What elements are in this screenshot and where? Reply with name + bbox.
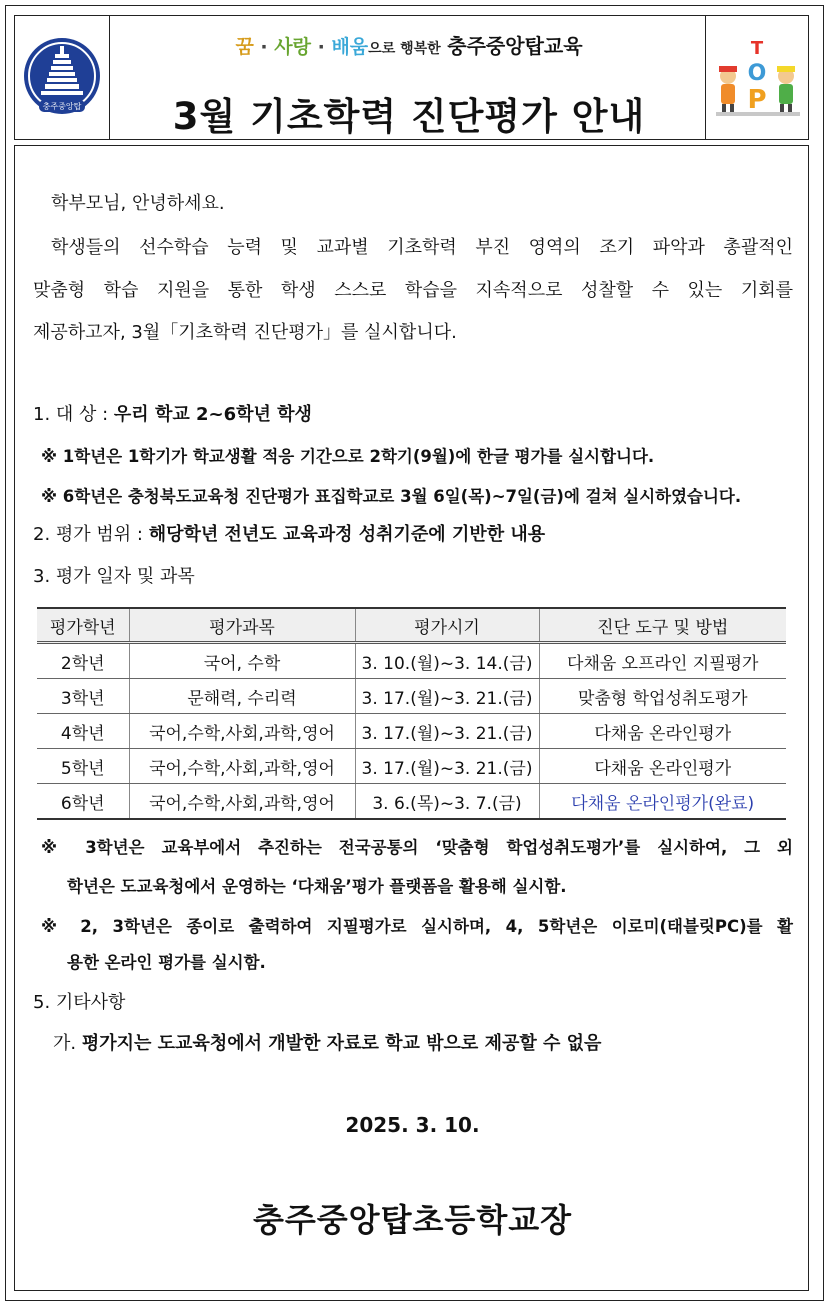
item-schedule-heading: 3. 평가 일자 및 과목 <box>33 566 195 587</box>
table-cell: 문해력, 수리력 <box>129 679 355 714</box>
item-other-a-label: 가. <box>53 1033 82 1054</box>
table-cell: 5학년 <box>37 749 129 784</box>
intro-line-2: 맞춤형 학습 지원을 통한 학생 스스로 학습을 지속적으로 성찰할 수 있는 기회를 <box>33 280 793 301</box>
page-title: 3월 기초학력 진단평가 안내 <box>172 95 646 138</box>
intro-line-1: 학생들의 선수학습 능력 및 교과별 기초학력 부진 영역의 조기 파악과 총괄적인 <box>51 237 793 258</box>
note-grade3-line-2: 학년은 도교육청에서 운영하는 ‘다채움’평가 플랫폼을 활용해 실시함. <box>67 877 567 896</box>
column-header: 진단 도구 및 방법 <box>539 608 786 643</box>
notice-body <box>14 145 809 1291</box>
note-paper-online-line-1: ※ 2, 3학년은 종이로 출력하여 지필평가로 실시하며, 4, 5학년은 이로미(태블릿PC)를 활 <box>41 917 793 936</box>
note-grade3-line-1: ※ 3학년은 교육부에서 추진하는 전국공통의 ‘맞춤형 학업성취도평가’를 실시하여, 그 외 <box>41 838 793 857</box>
school-logo-cell <box>15 16 110 139</box>
mascot-cell <box>705 16 808 139</box>
table-cell: 2학년 <box>37 643 129 679</box>
mascot-letter-o: O <box>747 61 767 86</box>
table-cell: 다채움 온라인평가 <box>539 749 786 784</box>
mascot-letter-t: T <box>750 38 764 59</box>
table-cell: 4학년 <box>37 714 129 749</box>
item-other-a <box>53 1029 601 1055</box>
slogan-learn: 배움 <box>331 36 369 58</box>
header <box>14 15 809 140</box>
item-scope-label: 2. 평가 범위 : <box>33 524 149 545</box>
table-cell: 국어,수학,사회,과학,영어 <box>129 749 355 784</box>
greeting: 학부모님, 안녕하세요. <box>51 193 225 214</box>
item-other-a-value: 평가지는 도교육청에서 개발한 자료로 학교 밖으로 제공할 수 없음 <box>81 1033 602 1054</box>
slogan-love: 사랑 <box>274 36 311 58</box>
principal-signature: 충주중앙탑초등학교장 <box>252 1201 573 1239</box>
table-header-row <box>37 608 786 643</box>
item-scope <box>33 520 545 546</box>
table-cell: 3학년 <box>37 679 129 714</box>
table-row <box>37 714 786 749</box>
slogan-mid: 으로 행복한 <box>368 41 441 57</box>
table-cell: 국어,수학,사회,과학,영어 <box>129 784 355 820</box>
table-cell: 6학년 <box>37 784 129 820</box>
table-row <box>37 749 786 784</box>
slogan <box>110 30 708 59</box>
intro-line-3: 제공하고자, 3월「기초학력 진단평가」를 실시합니다. <box>33 322 457 343</box>
column-header: 평가학년 <box>37 608 129 643</box>
column-header: 평가과목 <box>129 608 355 643</box>
item-target-value: 우리 학교 2~6학년 학생 <box>113 404 312 425</box>
table-cell: 다채움 오프라인 지필평가 <box>539 643 786 679</box>
table-row <box>37 643 786 679</box>
table-cell: 3. 10.(월)~3. 14.(금) <box>355 643 539 679</box>
top-mascot-icon <box>706 16 808 139</box>
note-grade6: ※ 6학년은 충청북도교육청 진단평가 표집학교로 3월 6일(목)~7일(금)에 걸쳐 실시하였습니다. <box>41 487 742 506</box>
table-row <box>37 784 786 820</box>
table-cell: 3. 17.(월)~3. 21.(금) <box>355 749 539 784</box>
mascot-letter-p: P <box>747 85 767 115</box>
item-other-heading: 5. 기타사항 <box>33 992 126 1013</box>
slogan-separator: · <box>317 36 325 58</box>
slogan-dream: 꿈 <box>235 36 254 58</box>
table-row <box>37 679 786 714</box>
note-grade1: ※ 1학년은 1학기가 학교생활 적응 기간으로 2학기(9월)에 한글 평가를 실시합니다. <box>41 447 655 466</box>
item-target <box>33 400 312 426</box>
slogan-brand: 충주중앙탑교육 <box>447 34 583 58</box>
table-cell: 국어,수학,사회,과학,영어 <box>129 714 355 749</box>
item-target-label: 1. 대 상 : <box>33 404 114 425</box>
note-paper-online-line-2: 용한 온라인 평가를 실시함. <box>67 953 266 972</box>
notice-date: 2025. 3. 10. <box>345 1113 480 1137</box>
table-cell: 다채움 온라인평가 <box>539 714 786 749</box>
logo-text: 충주중앙탑 <box>42 102 82 111</box>
table-cell: 3. 17.(월)~3. 21.(금) <box>355 714 539 749</box>
school-logo-icon <box>15 16 109 139</box>
table-cell: 3. 6.(목)~3. 7.(금) <box>355 784 539 820</box>
slogan-separator: · <box>260 36 268 58</box>
item-scope-value: 해당학년 전년도 교육과정 성취기준에 기반한 내용 <box>148 524 546 545</box>
table-cell: 3. 17.(월)~3. 21.(금) <box>355 679 539 714</box>
column-header: 평가시기 <box>355 608 539 643</box>
table-cell: 맞춤형 학업성취도평가 <box>539 679 786 714</box>
table-cell: 국어, 수학 <box>129 643 355 679</box>
table-cell-completed: 다채움 온라인평가(완료) <box>539 784 786 820</box>
schedule-table <box>37 607 786 820</box>
